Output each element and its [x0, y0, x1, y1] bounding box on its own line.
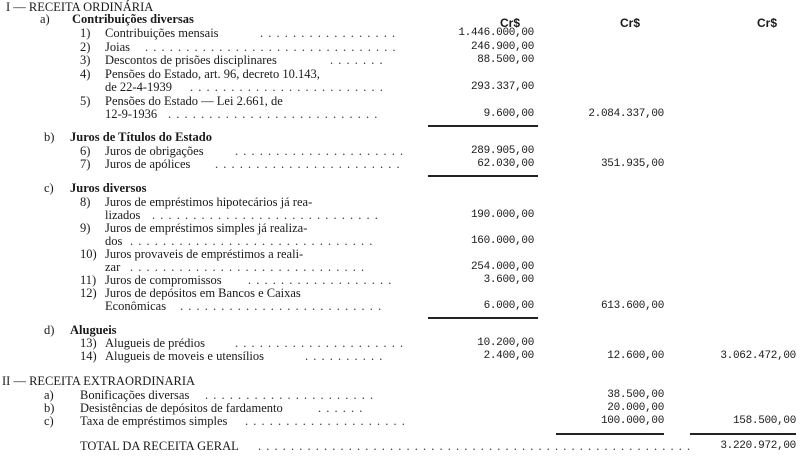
amount: 62.030,00 [477, 158, 534, 170]
leader-dots: . . . . . . . . . . . . . . . . . . . . . . . . . . . . [152, 208, 379, 222]
item-text-cont: 12-9-1936 [105, 107, 158, 121]
item-number: b) [44, 401, 55, 415]
leader-dots: . . . . . . . [330, 53, 384, 67]
group-label: d) [44, 323, 55, 337]
subtotal: 38.500,00 [607, 389, 664, 401]
column-header-3: Cr$ [757, 16, 778, 30]
item-text: Alugueis de prédios [105, 336, 205, 350]
item-text: Juros provaveis de empréstimos a reali- [105, 247, 304, 261]
amount: 1.446.000,00 [458, 27, 534, 39]
item-text: Juros de compromissos [105, 273, 222, 287]
sum-rule [556, 433, 664, 435]
subtotal: 2.084.337,00 [588, 108, 664, 120]
item-number: 14) [80, 349, 97, 363]
amount: 10.200,00 [477, 337, 534, 349]
item-text: Desistências de depósitos de fardamento [80, 401, 283, 415]
group-title: Juros de Títulos do Estado [70, 130, 212, 144]
group-title: Juros diversos [70, 181, 147, 195]
item-number: 5) [80, 94, 91, 108]
leader-dots: . . . . . . . . . . . . . . . . . [260, 26, 397, 40]
grand-total: 3.220.972,00 [720, 440, 796, 452]
item-text: Alugueis de moveis e utensílios [105, 349, 265, 363]
amount: 254.000,00 [470, 261, 534, 273]
item-text-cont: zar [105, 260, 121, 274]
section-total: 3.062.472,00 [720, 350, 796, 362]
leader-dots: . . . . . . . . . . . . . . . . . . . . . . . . . [180, 299, 383, 313]
item-text: Pensões do Estado, art. 96, decreto 10.143, [105, 67, 320, 81]
item-text-cont: de 22-4-1939 [105, 80, 172, 94]
amount: 293.337,00 [470, 81, 534, 93]
amount: 160.000,00 [470, 235, 534, 247]
subtotal: 100.000,00 [600, 415, 664, 427]
item-number: 11) [80, 273, 97, 287]
item-number: 3) [80, 53, 91, 67]
item-number: 8) [80, 195, 91, 209]
group-label: b) [44, 130, 55, 144]
leader-dots: . . . . . . . . . . . . . . . . . . . . . [235, 144, 405, 158]
subtotal: 20.000,00 [607, 402, 664, 414]
leader-dots: . . . . . . . . . . [305, 349, 384, 363]
sum-rule [428, 317, 538, 319]
amount: 190.000,00 [470, 209, 534, 221]
sum-rule [690, 433, 796, 435]
item-number: a) [44, 388, 54, 402]
item-text: Joias [105, 40, 130, 54]
leader-dots: . . . . . . . . . . . . . . . . . . . . . . . . . . . . . . [130, 234, 374, 248]
item-text: Juros de obrigações [105, 144, 204, 158]
section-title: I — RECEITA ORDINÁRIA [6, 0, 154, 14]
item-number: 7) [80, 157, 91, 171]
amount: 246.900,00 [470, 41, 534, 53]
leader-dots: . . . . . . . . . . . . . . . . . . . . . . . . . . . . . . . . . . . . . . . . . . . . . . . . . . . . . [258, 439, 692, 453]
item-number: 10) [80, 247, 97, 261]
item-text: Juros de empréstimos hipotecários já rea- [105, 195, 313, 209]
item-text: Juros de depósitos em Bancos e Caixas [105, 286, 301, 300]
sum-rule [428, 175, 538, 177]
subtotal: 351.935,00 [600, 158, 664, 170]
leader-dots: . . . . . . . . . . . . . . . . . . . . . . . . . . . . . [130, 260, 366, 274]
item-number: 13) [80, 336, 97, 350]
total-label: TOTAL DA RECEITA GERAL [80, 439, 239, 453]
amount: 88.500,00 [477, 54, 534, 66]
item-number: 4) [80, 67, 91, 81]
group-label: c) [44, 181, 54, 195]
item-text: Taxa de empréstimos simples [80, 414, 228, 428]
amount: 3.600,00 [483, 274, 534, 286]
leader-dots: . . . . . . . . . . . . . . . . . . . . [245, 414, 406, 428]
item-number: 12) [80, 286, 97, 300]
column-header-2: Cr$ [620, 16, 641, 30]
subtotal: 12.600,00 [607, 350, 664, 362]
item-text: Contribuições mensais [105, 26, 219, 40]
group-title: Alugueis [70, 323, 117, 337]
section-total: 158.500,00 [732, 415, 796, 427]
item-text-cont: dos [105, 234, 123, 248]
item-text: Juros de empréstimos simples já realiza- [105, 221, 308, 235]
leader-dots: . . . . . . . . . . . . . . . . . . [248, 273, 393, 287]
amount: 289.905,00 [470, 145, 534, 157]
item-text: Pensões do Estado — Lei 2.661, de [105, 94, 283, 108]
item-text-cont: lizados [105, 208, 141, 222]
item-number: 1) [80, 26, 91, 40]
item-number: 2) [80, 40, 91, 54]
leader-dots: . . . . . . . . . . . . . . . . . . . . . . . . . . [168, 107, 379, 121]
item-text: Descontos de prisões disciplinares [105, 53, 277, 67]
column-header-1: Cr$ [500, 16, 521, 30]
leader-dots: . . . . . . . . . . . . . . . . . . . . . [235, 336, 405, 350]
sum-rule [428, 125, 538, 127]
amount: 6.000,00 [483, 300, 534, 312]
leader-dots: . . . . . . [318, 401, 364, 415]
group-title: Contribuições diversas [72, 12, 194, 26]
item-text-cont: Econômicas [105, 299, 167, 313]
leader-dots: . . . . . . . . . . . . . . . . . . . . . [205, 388, 375, 402]
item-number: 9) [80, 221, 91, 235]
item-text: Bonificações diversas [80, 388, 190, 402]
item-number: 6) [80, 144, 91, 158]
subtotal: 613.600,00 [600, 300, 664, 312]
item-number: c) [44, 414, 54, 428]
leader-dots: . . . . . . . . . . . . . . . . . . . . . . . . [190, 80, 384, 94]
leader-dots: . . . . . . . . . . . . . . . . . . . . . . . [215, 157, 401, 171]
amount: 2.400,00 [483, 350, 534, 362]
item-text: Juros de apólices [105, 157, 191, 171]
leader-dots: . . . . . . . . . . . . . . . . . . . . . . . . . . . . . . . [145, 40, 397, 54]
amount: 9.600,00 [483, 108, 534, 120]
group-label: a) [40, 12, 50, 26]
section-title: II — RECEITA EXTRAORDINARIA [2, 374, 196, 388]
